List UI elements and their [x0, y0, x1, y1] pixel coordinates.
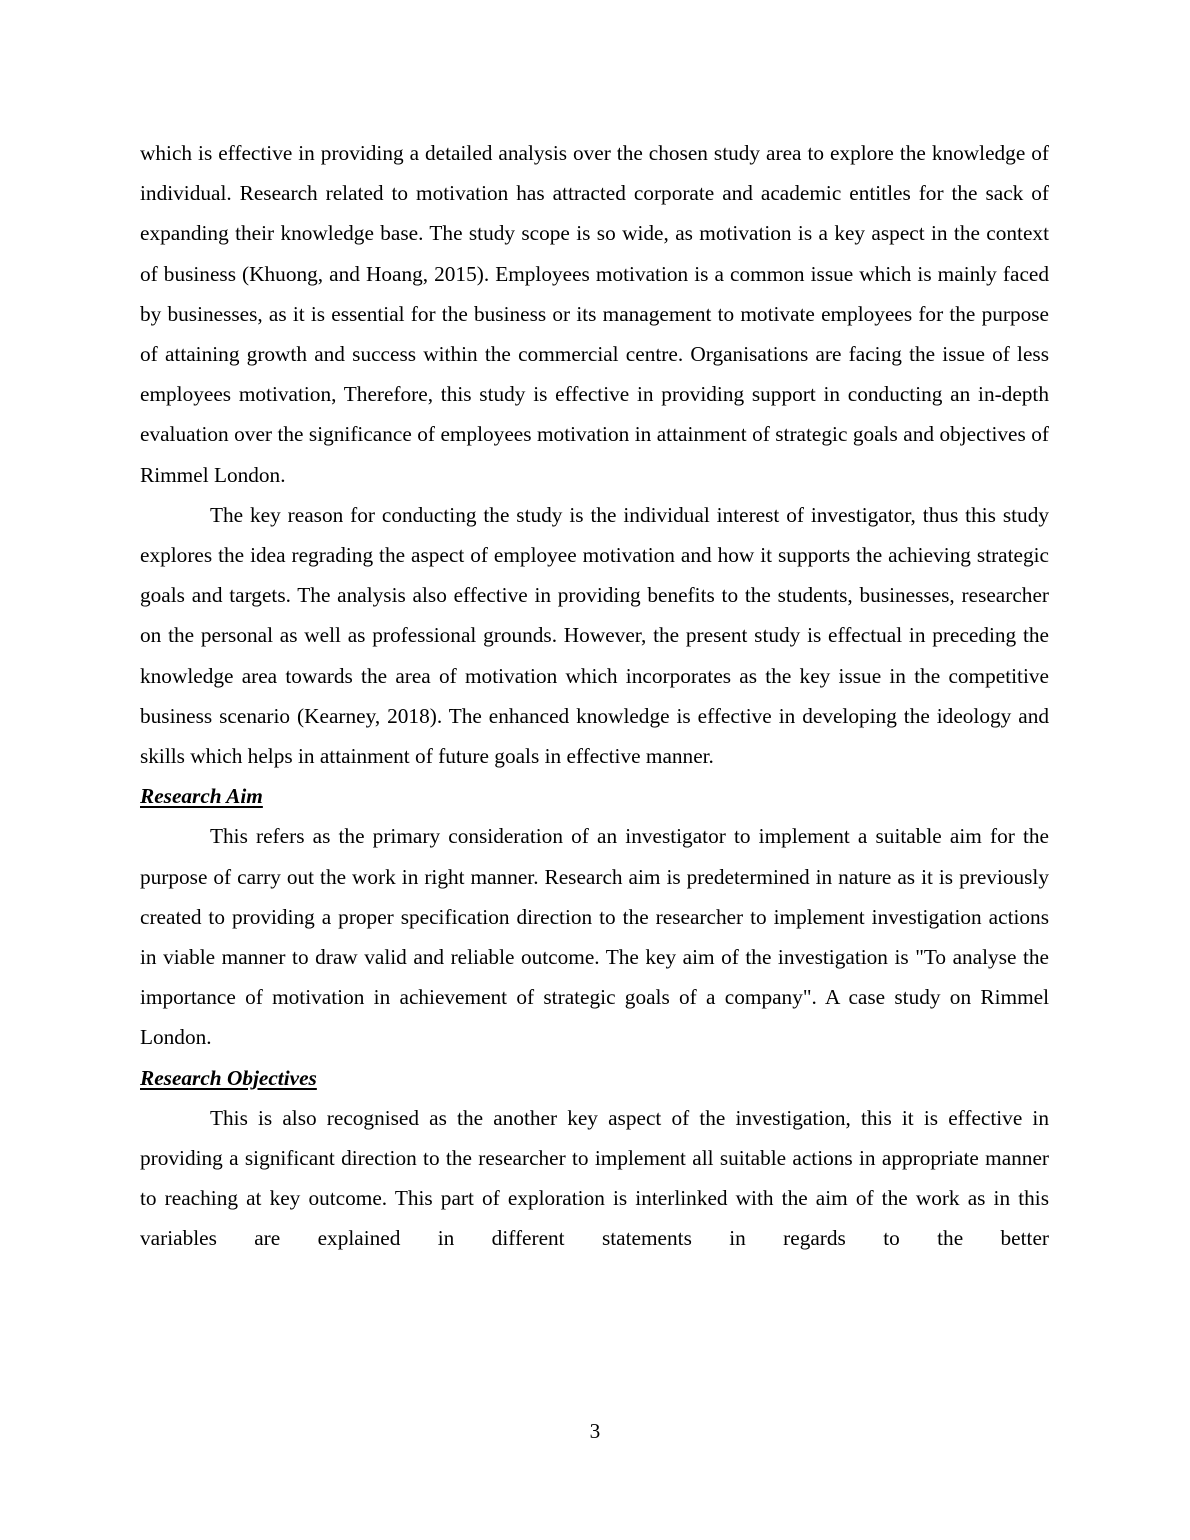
body-paragraph-1: which is effective in providing a detailed analysis over the chosen study area to explore the knowledge of individual. Research related to motivation has attracted corporate and academic entitles for the sack of expanding their knowledge base. The study scope is so wide, as motivation is a key aspect in the context of business (Khuong, and Hoang, 2015). Employees motivation is a common issue which is mainly faced by businesses, as it is essential for the business or its management to motivate employees for the purpose of attaining growth and success within the commercial centre. Organisations are facing the issue of less employees motivation, Therefore, this study is effective in providing support in conducting an in-depth evaluation over the significance of employees motivation in attainment of strategic goals and objectives of Rimmel London.: [140, 141, 1049, 487]
research-objectives-heading: Research Objectives: [140, 1065, 317, 1090]
research-aim-paragraph: This refers as the primary consideration of an investigator to implement a suitable aim for the purpose of carry out the work in right manner. Research aim is predetermined in nature as it is previously created to providing a proper specification direction to the researcher to implement investigation actions in viable manner to draw valid and reliable outcome. The key aim of the investigation is "To analyse the importance of motivation in achievement of strategic goals of a company". A case study on Rimmel London.: [140, 824, 1049, 1050]
research-objectives-paragraph: This is also recognised as the another key aspect of the investigation, this it is effective in providing a significant direction to the researcher to implement all suitable actions in appropriate manner to reaching at key outcome. This part of exploration is interlinked with the aim of the work as in this variables are explained in different statements in regards to the better: [140, 1105, 1049, 1251]
page-number: 3: [589, 1419, 601, 1443]
research-aim-heading: Research Aim: [140, 784, 263, 809]
body-paragraph-2: The key reason for conducting the study is the individual interest of investigator, thus this study explores the idea regrading the aspect of employee motivation and how it supports the achieving strategic goals and targets. The analysis also effective in providing benefits to the students, businesses, researcher on the personal as well as professional grounds. However, the present study is effectual in preceding the knowledge area towards the area of motivation which incorporates as the key issue in the competitive business scenario (Kearney, 2018). The enhanced knowledge is effective in developing the ideology and skills which helps in attainment of future goals in effective manner.: [140, 502, 1049, 769]
document-page: [140, 133, 1049, 1259]
